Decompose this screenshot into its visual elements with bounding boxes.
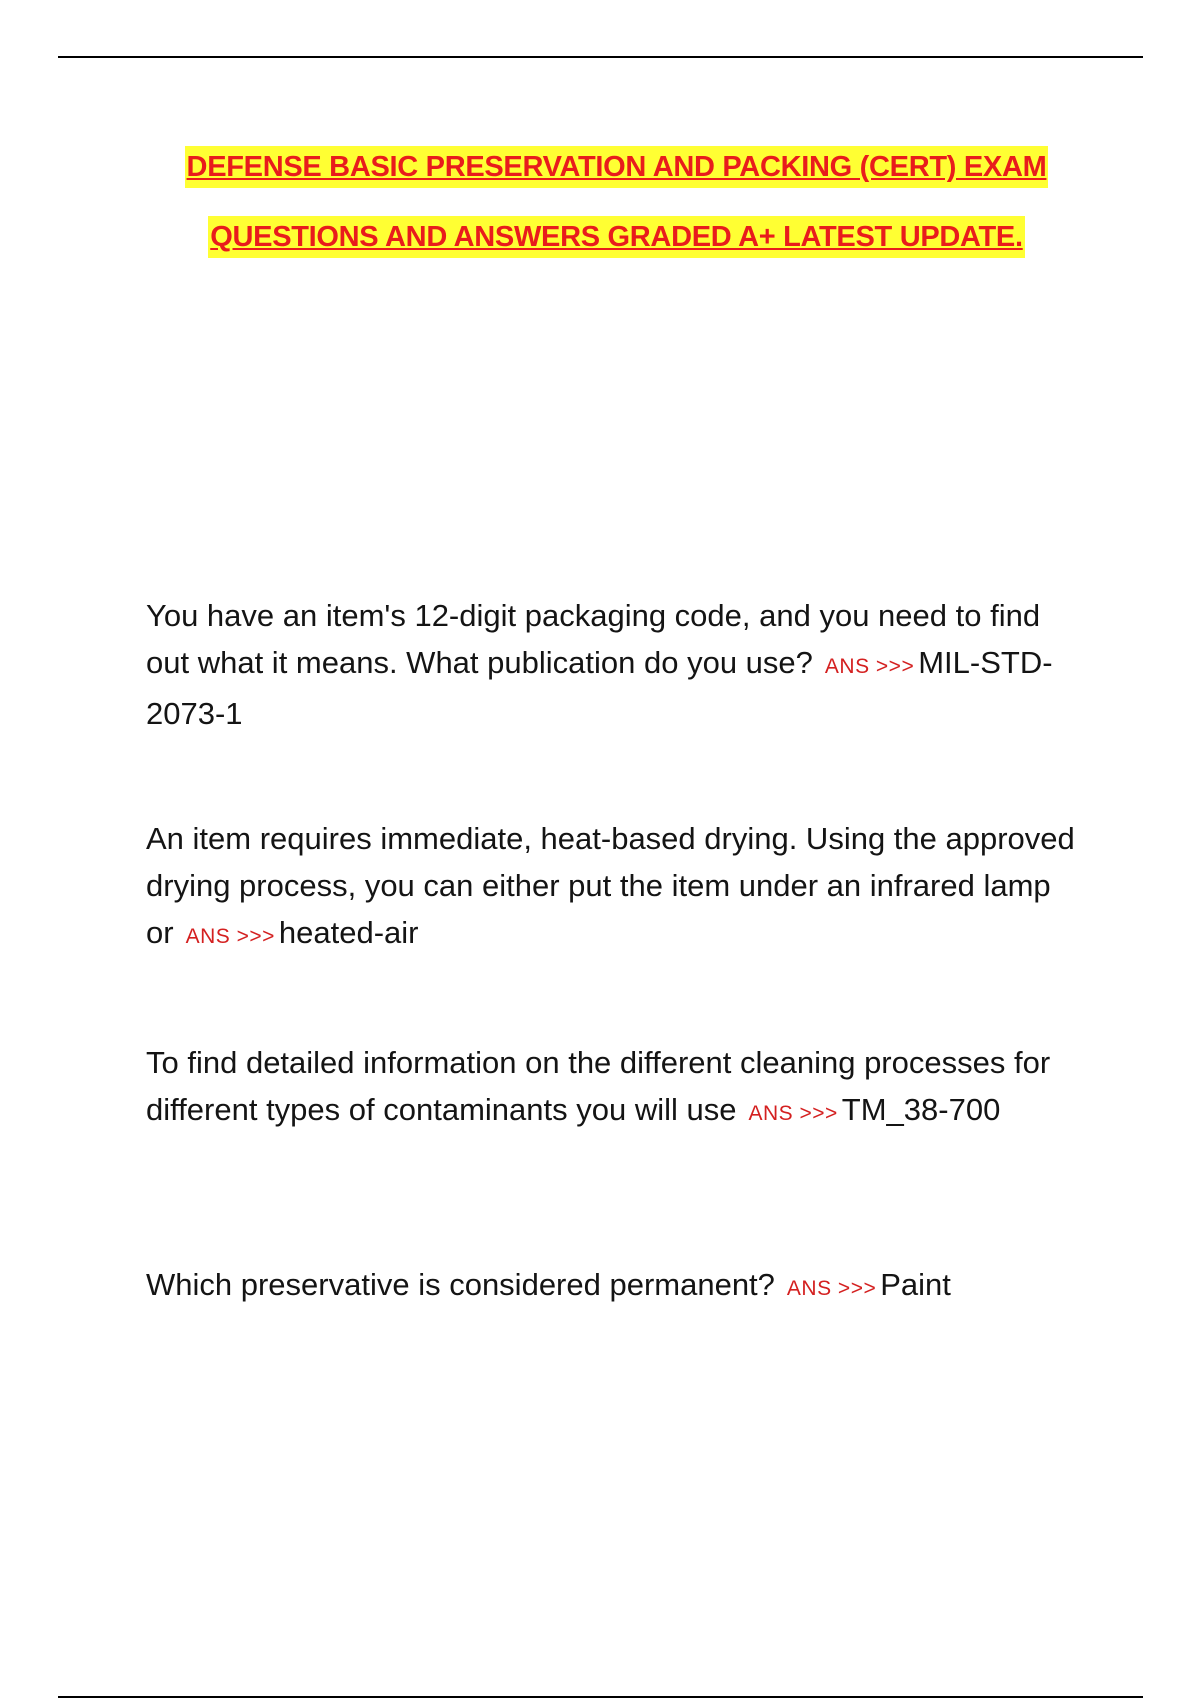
qa-item-2 xyxy=(146,815,1086,960)
footer-rule xyxy=(58,1696,1143,1698)
question-text: An item requires immediate, heat-based drying. Using the approved drying process, you can either put the item under an infrared lamp or xyxy=(146,821,1075,950)
header-rule xyxy=(58,56,1143,58)
answer-text: heated-air xyxy=(278,915,419,950)
answer-text: TM_38-700 xyxy=(841,1092,1001,1127)
document-title xyxy=(0,146,1200,258)
question-text: To find detailed information on the different cleaning processes for different types of contaminants you will use xyxy=(146,1045,1051,1127)
ans-marker: ANS >>> xyxy=(824,655,915,678)
question-text: Which preservative is considered permanent? xyxy=(146,1267,775,1302)
ans-marker: ANS >>> xyxy=(185,925,275,948)
title-line-1: DEFENSE BASIC PRESERVATION AND PACKING (CERT) EXAM xyxy=(185,146,1049,188)
ans-marker: ANS >>> xyxy=(748,1102,838,1125)
qa-item-3 xyxy=(146,1039,1086,1137)
ans-marker: ANS >>> xyxy=(786,1277,877,1300)
answer-text: MIL-STD-2073-1 xyxy=(146,645,1053,731)
question-text: You have an item's 12-digit packaging code, and you need to find out what it means. What publication do you use? xyxy=(146,598,1041,680)
title-line-2: QUESTIONS AND ANSWERS GRADED A+ LATEST UPDATE. xyxy=(208,216,1024,258)
qa-item-1 xyxy=(146,592,1086,737)
qa-item-4 xyxy=(146,1261,1086,1312)
answer-text: Paint xyxy=(880,1267,951,1302)
